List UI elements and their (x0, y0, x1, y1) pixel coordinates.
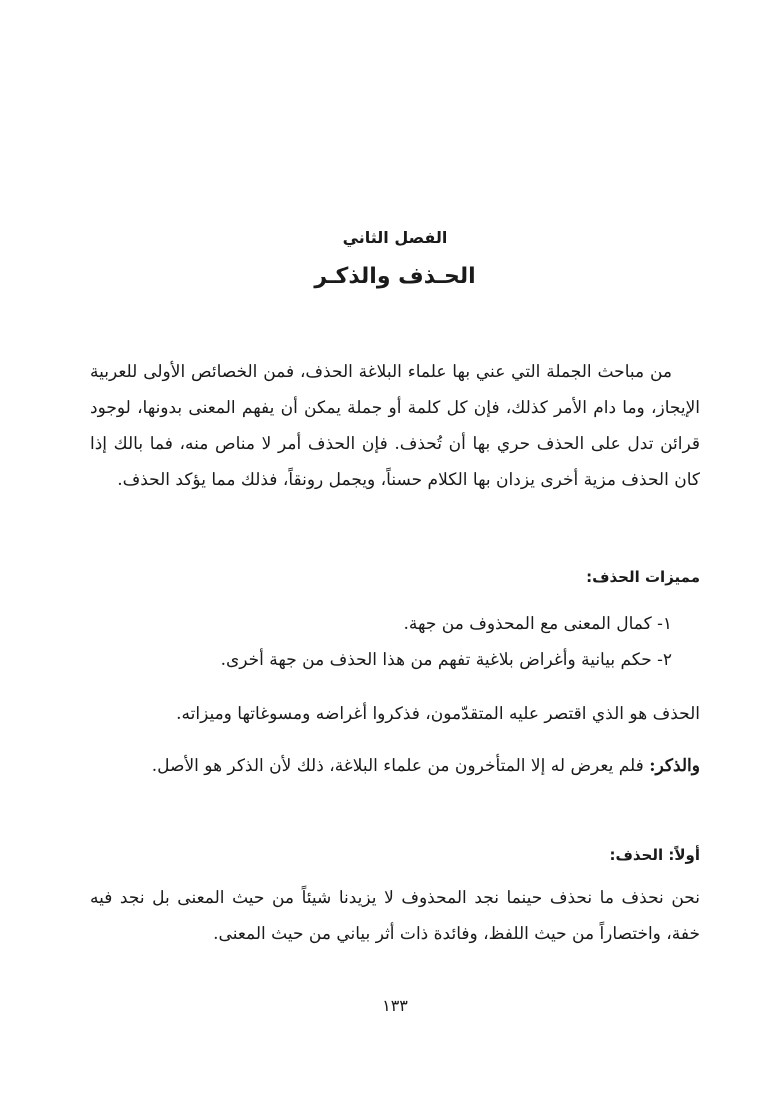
page-number: ١٣٣ (382, 996, 408, 1015)
hadhf-paragraph: الحذف هو الذي اقتصر عليه المتقدّمون، فذكروا أغراضه ومسوغاتها وميزاته. (176, 704, 700, 724)
dhikr-paragraph (90, 748, 700, 784)
first-section-paragraph: نحن نحذف ما نحذف حينما نجد المحذوف لا يزيدنا شيئاً من حيث المعنى بل نجد فيه خفة، واختصاراً من حيث اللفظ، وفائدة ذات أثر بياني من حيث المعنى. (90, 888, 700, 944)
intro-paragraph: من مباحث الجملة التي عني بها علماء البلاغة الحذف، فمن الخصائص الأولى للعربية الإيجاز، وما دام الأمر كذلك، فإن كل كلمة أو جملة يمكن أن يفهم المعنى بدونها، لوجود قرائن تدل على الحذف حري بها أن تُحذف. فإن الحذف أمر لا مناص منه، فما بالك إذا كان الحذف مزية أخرى يزدان بها الكلام حسناً، ويجمل رونقاً، فذلك مما يؤكد الحذف. (90, 362, 700, 490)
features-heading: مميزات الحذف: (586, 568, 700, 586)
list-item: ١- كمال المعنى مع المحذوف من جهة. (403, 614, 672, 634)
dhikr-lead: والذكر: (649, 756, 700, 776)
dhikr-text: فلم يعرض له إلا المتأخرون من علماء البلاغة، ذلك لأن الذكر هو الأصل. (151, 756, 650, 776)
chapter-title: الحـذف والذكـر (314, 264, 476, 289)
book-page (90, 0, 700, 1104)
chapter-label: الفصل الثاني (342, 228, 448, 247)
list-item: ٢- حكم بيانية وأغراض بلاغية تفهم من هذا الحذف من جهة أخرى. (220, 650, 672, 670)
features-list (90, 606, 672, 678)
first-section-heading: أولاً: الحذف: (609, 846, 700, 864)
